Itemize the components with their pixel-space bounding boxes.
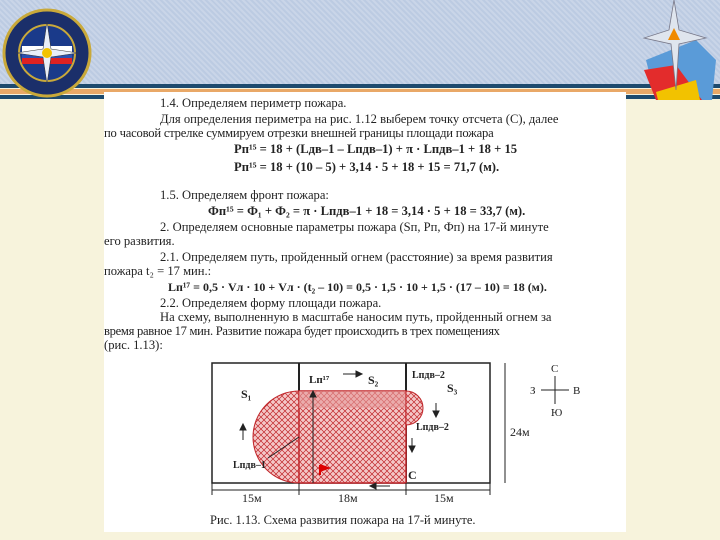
fire-strip (299, 391, 406, 408)
figure-caption: Рис. 1.13. Схема развития пожара на 17-й минуте. (210, 513, 476, 527)
paragraph-line: его развития. (104, 234, 175, 248)
dimension-18m: 18м (338, 491, 358, 505)
formula: Фп¹⁵ = Ф₁ + Ф₂ = π · Lпдв–1 + 18 = 3,14 · 5 + 18 = 33,7 (м). (208, 204, 526, 218)
dimension-15m: 15м (242, 491, 262, 505)
paragraph-line: 2.1. Определяем путь, пройденный огнем (расстояние) за время развития (160, 250, 553, 264)
label-l-dv1: Lпдв–1 (233, 460, 266, 471)
paragraph-line: по часовой стрелке суммируем отрезки внешней границы площади пожара (104, 126, 494, 140)
label-l-dv2: Lпдв–2 (412, 370, 445, 381)
dimension-24m: 24м (510, 425, 530, 439)
section-heading: 2.2. Определяем форму площади пожара. (160, 296, 382, 310)
label-s3: S₃ (447, 381, 458, 395)
formula: Pп¹⁵ = 18 + (Lдв–1 – Lпдв–1) + π · Lпдв–1 + 18 + 15 (234, 142, 518, 156)
dimension-15m: 15м (434, 491, 454, 505)
formula: Pп¹⁵ = 18 + (10 – 5) + 3,14 · 5 + 18 + 15 = 71,7 (м). (234, 160, 500, 174)
label-s1: S₁ (241, 387, 252, 401)
label-l17: Lп¹⁷ (309, 374, 330, 386)
label-l-dv2-lower: Lпдв–2 (416, 422, 449, 433)
label-s2: S₂ (368, 373, 379, 387)
formula: Lп¹⁷ = 0,5 · Vл · 10 + Vл · (t₂ – 10) = 0,5 · 1,5 · 10 + 1,5 · (17 – 10) = 18 (м). (168, 280, 547, 294)
section-heading: 1.5. Определяем фронт пожара: (160, 188, 329, 202)
svg-text:С: С (551, 363, 559, 375)
paragraph-line: время равное 17 мин. Развитие пожара будет происходить в трех помещениях (104, 324, 500, 338)
svg-text:В: В (573, 385, 581, 397)
paragraph-line: 2. Определяем основные параметры пожара (Sп, Pп, Фп) на 17-й минуте (160, 220, 549, 234)
paragraph-line: (рис. 1.13): (104, 338, 163, 352)
paragraph-line: пожара t₂ = 17 мин.: (104, 264, 212, 278)
fire-area-s3 (406, 391, 423, 425)
label-point-c: С (408, 468, 417, 482)
svg-text:З: З (530, 385, 536, 397)
svg-text:Ю: Ю (551, 407, 563, 419)
section-heading: 1.4. Определяем периметр пожара. (160, 96, 347, 110)
paragraph-line: На схему, выполненную в масштабе наносим путь, пройденный огнем за (160, 310, 552, 324)
compass-icon (530, 363, 580, 419)
paragraph-line: Для определения периметра на рис. 1.12 выберем точку отсчета (С), далее (160, 112, 559, 126)
